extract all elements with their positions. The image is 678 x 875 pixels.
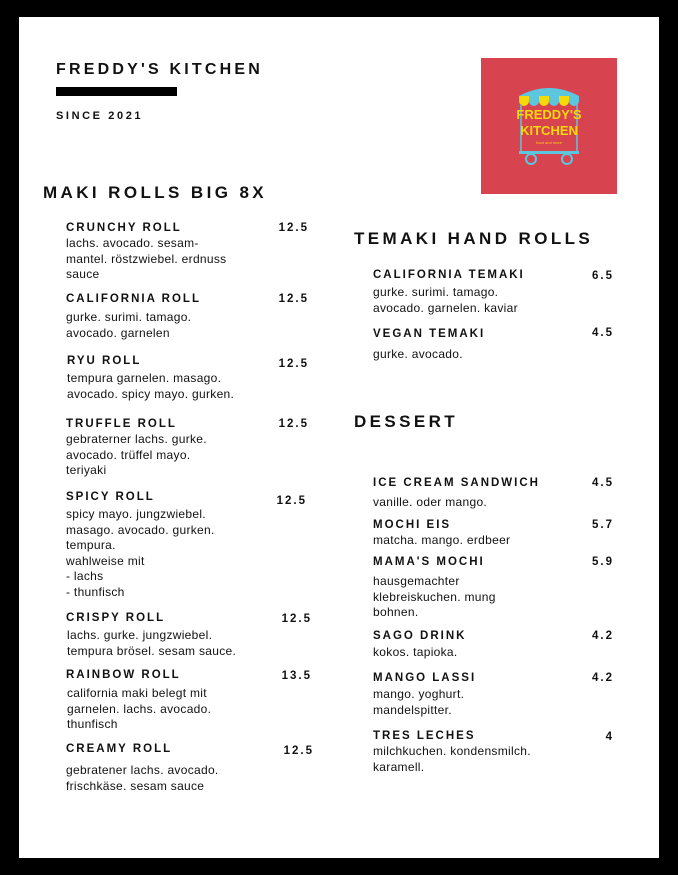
item-description: gurke. surimi. tamago. avocado. garnelen <box>66 310 192 340</box>
item-description: kokos. tapioka. <box>373 645 458 659</box>
item-price: 12.5 <box>278 358 309 370</box>
brand-underline <box>56 87 177 96</box>
item-price: 12.5 <box>276 495 307 507</box>
item-name: CRUNCHY ROLL <box>66 222 182 234</box>
item-description: mango. yoghurt. mandelspitter. <box>373 687 465 717</box>
item-name: SPICY ROLL <box>66 491 155 503</box>
item-price: 12.5 <box>281 613 312 625</box>
item-price: 4.5 <box>592 327 614 339</box>
temaki-heading: TEMAKI HAND ROLLS <box>354 229 594 248</box>
item-description: gurke. surimi. tamago. avocado. garnelen. kaviar <box>373 285 518 315</box>
item-name: MANGO LASSI <box>373 672 477 684</box>
item-price: 12.5 <box>278 222 309 234</box>
item-price: 12.5 <box>283 745 314 757</box>
item-price: 6.5 <box>592 270 614 282</box>
logo <box>481 58 617 194</box>
item-name: VEGAN TEMAKI <box>373 328 486 340</box>
item-price: 4.2 <box>592 672 614 684</box>
item-price: 13.5 <box>281 670 312 682</box>
item-name: RAINBOW ROLL <box>66 669 181 681</box>
item-name: TRES LECHES <box>373 730 476 742</box>
brand-title: FREDDY'S KITCHEN <box>56 61 264 78</box>
item-description: lachs. gurke. jungzwiebel. tempura brösel. sesam sauce. <box>67 628 237 658</box>
item-name: CREAMY ROLL <box>66 743 173 755</box>
item-price: 5.9 <box>592 556 614 568</box>
item-description: gebraterner lachs. gurke. avocado. trüffel mayo. teriyaki <box>66 432 207 477</box>
item-name: SAGO DRINK <box>373 630 467 642</box>
item-name: RYU ROLL <box>67 355 142 367</box>
item-description: matcha. mango. erdbeer <box>373 533 511 547</box>
item-description: lachs. avocado. sesam- mantel. röstzwiebel. erdnuss sauce <box>66 236 227 281</box>
item-description: spicy mayo. jungzwiebel. masago. avocado. gurken. tempura. wahlweise mit - lachs - thunfisch <box>66 507 215 599</box>
logo-line1: FREDDY'S <box>516 107 582 122</box>
brand-since: SINCE 2021 <box>56 110 144 122</box>
item-name: TRUFFLE ROLL <box>66 418 177 430</box>
item-description: hausgemachter klebreiskuchen. mung bohnen. <box>373 574 496 619</box>
maki-heading: MAKI ROLLS BIG 8X <box>43 183 268 202</box>
food-cart-logo-icon <box>481 58 617 194</box>
item-description: tempura garnelen. masago. avocado. spicy mayo. gurken. <box>67 371 235 401</box>
item-name: MOCHI EIS <box>373 519 452 531</box>
item-name: CRISPY ROLL <box>66 612 166 624</box>
item-name: CALIFORNIA ROLL <box>66 293 201 305</box>
dessert-heading: DESSERT <box>354 412 459 431</box>
item-description: gebratener lachs. avocado. frischkäse. sesam sauce <box>66 763 219 793</box>
logo-line2: KITCHEN <box>520 123 578 138</box>
item-price: 12.5 <box>278 293 309 305</box>
item-description: california maki belegt mit garnelen. lachs. avocado. thunfisch <box>67 686 212 731</box>
menu-page <box>19 17 659 858</box>
item-price: 4 <box>605 731 614 743</box>
item-description: gurke. avocado. <box>373 347 463 361</box>
item-price: 4.5 <box>592 477 614 489</box>
item-name: MAMA'S MOCHI <box>373 556 485 568</box>
logo-tagline: food and more <box>536 140 562 145</box>
item-description: vanille. oder mango. <box>373 495 488 509</box>
item-price: 5.7 <box>592 519 614 531</box>
item-price: 12.5 <box>278 418 309 430</box>
item-description: milchkuchen. kondensmilch. karamell. <box>373 744 531 774</box>
item-name: CALIFORNIA TEMAKI <box>373 269 525 281</box>
item-price: 4.2 <box>592 630 614 642</box>
item-name: ICE CREAM SANDWICH <box>373 477 540 489</box>
